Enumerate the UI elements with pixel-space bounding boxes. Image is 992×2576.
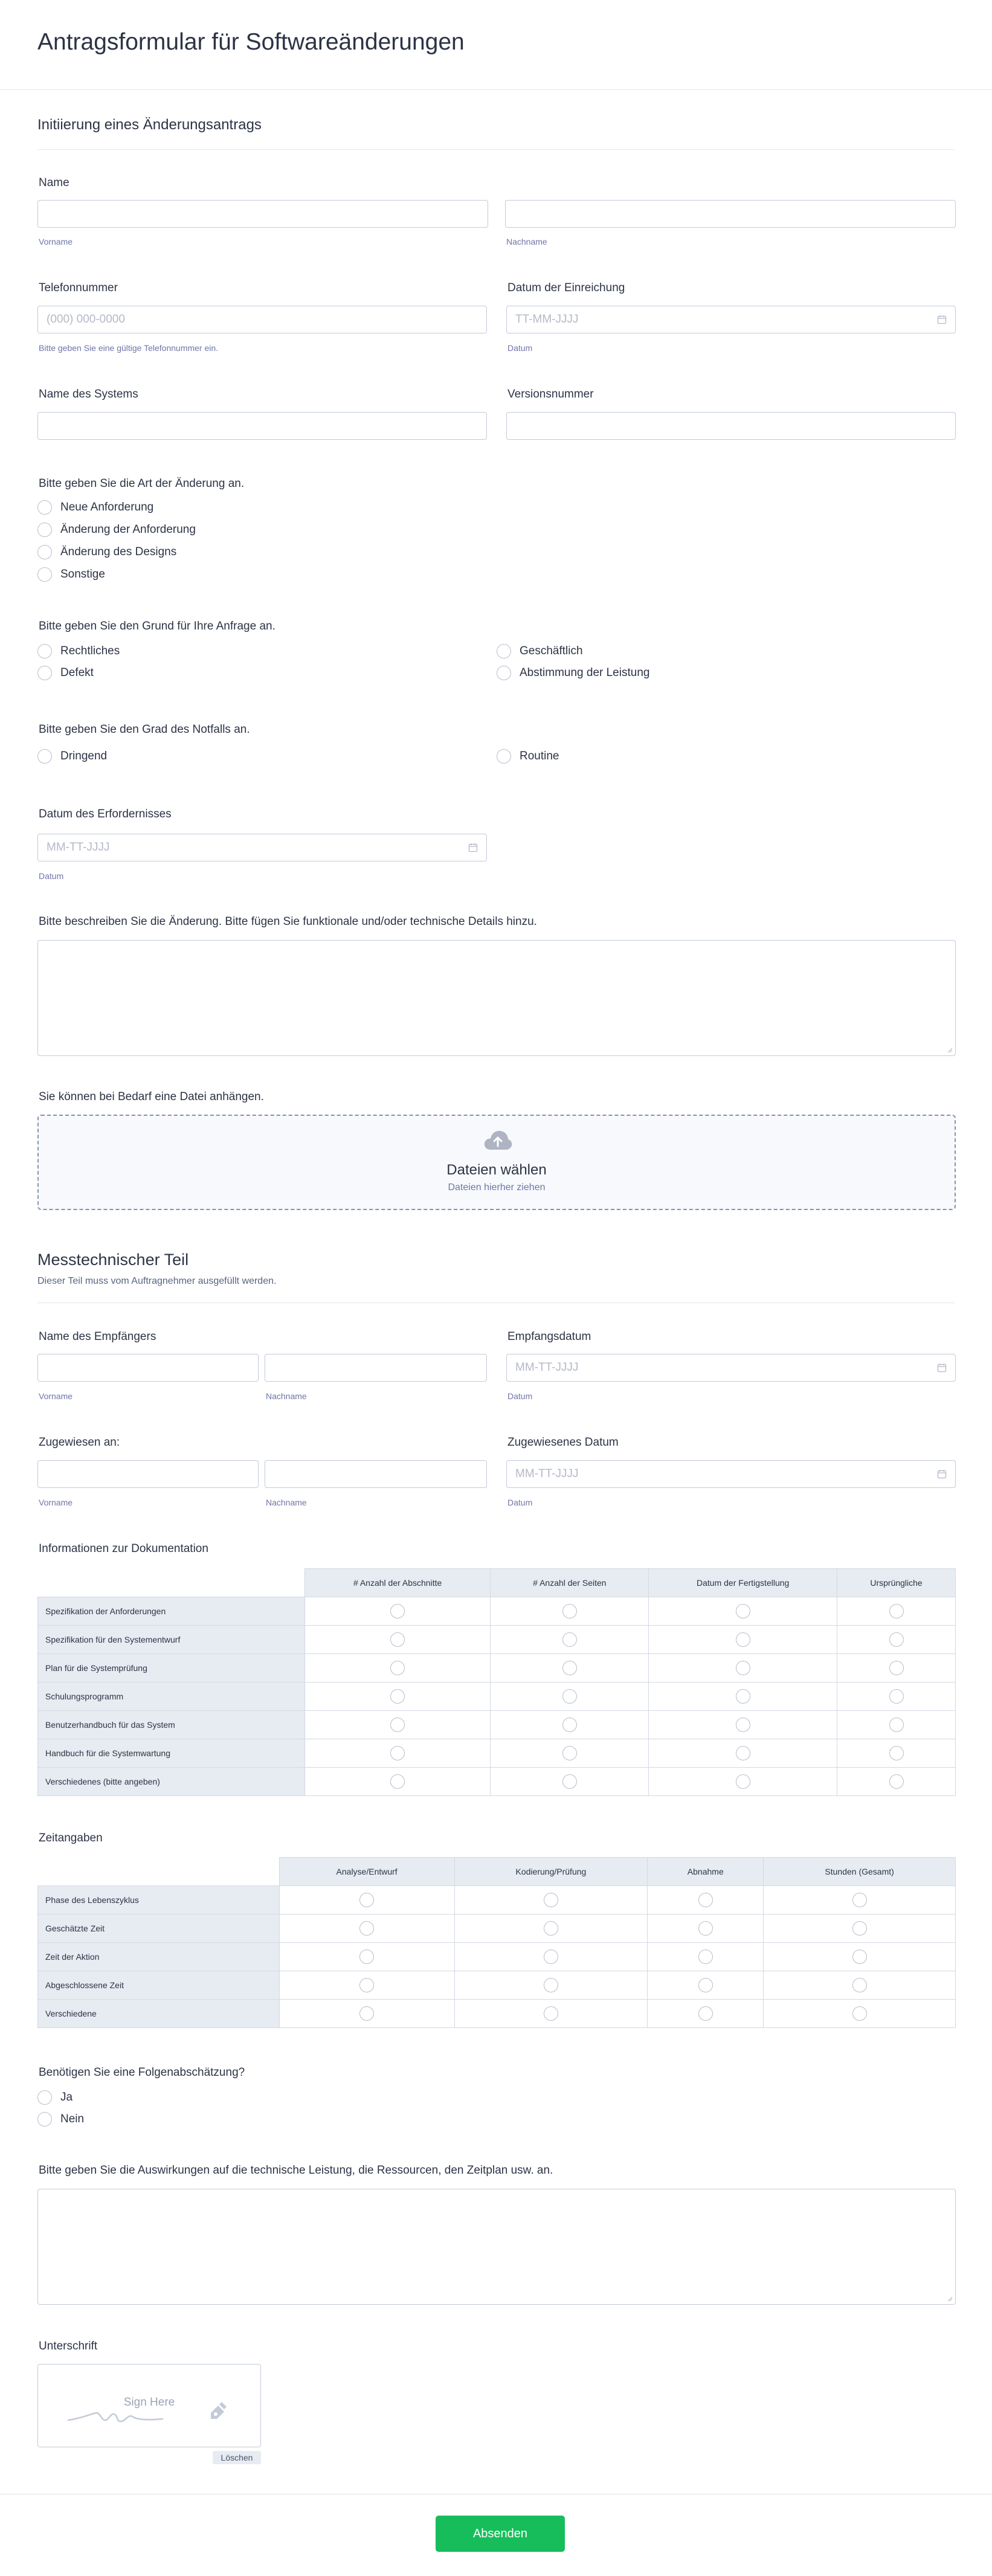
- matrix-corner: [38, 1569, 305, 1597]
- last-name-input[interactable]: [505, 200, 956, 228]
- radio-label: Sonstige: [60, 568, 105, 581]
- section-title-initiation: Initiierung eines Änderungsantrags: [37, 117, 262, 133]
- radio-option-yes[interactable]: [37, 2090, 72, 2105]
- section-divider: [37, 1302, 955, 1303]
- radio-label: Abstimmung der Leistung: [520, 666, 650, 679]
- form-title: Antragsformular für Softwareänderungen: [37, 29, 465, 55]
- req-date-placeholder: MM-TT-JJJJ: [47, 841, 110, 854]
- column-header: Kodierung/Prüfung: [454, 1858, 648, 1886]
- calendar-icon[interactable]: [937, 1363, 947, 1373]
- recipient-last-name-input[interactable]: [265, 1354, 487, 1382]
- radio-button[interactable]: [497, 749, 511, 764]
- radio-option-business[interactable]: [497, 644, 583, 658]
- calendar-icon[interactable]: [937, 315, 947, 324]
- matrix-radio[interactable]: [544, 1893, 558, 1907]
- matrix-radio[interactable]: [736, 1718, 750, 1732]
- phone-sublabel: Bitte geben Sie eine gültige Telefonnummer ein.: [39, 343, 219, 353]
- choose-files-button[interactable]: Dateien wählen: [446, 1162, 547, 1178]
- column-header: # Anzahl der Seiten: [491, 1569, 649, 1597]
- matrix-radio[interactable]: [852, 1978, 867, 1992]
- req-date-sublabel: Datum: [39, 871, 64, 881]
- assigned-last-sublabel: Nachname: [266, 1498, 307, 1507]
- file-upload-dropzone[interactable]: [37, 1115, 956, 1210]
- radio-label: Neue Anforderung: [60, 501, 154, 514]
- matrix-radio[interactable]: [359, 1950, 374, 1964]
- phone-placeholder: (000) 000-0000: [47, 313, 125, 326]
- section-title-metrology: Messtechnischer Teil: [37, 1251, 189, 1269]
- recipient-label: Name des Empfängers: [39, 1330, 156, 1343]
- matrix-radio[interactable]: [562, 1632, 577, 1647]
- last-name-sublabel: Nachname: [506, 237, 547, 246]
- matrix-radio[interactable]: [544, 2006, 558, 2021]
- radio-option-new-requirement[interactable]: [37, 500, 153, 515]
- recipient-first-sublabel: Vorname: [39, 1391, 73, 1401]
- radio-button[interactable]: [37, 2090, 52, 2105]
- resize-grip-icon[interactable]: [947, 1047, 953, 1053]
- matrix-radio[interactable]: [736, 1632, 750, 1647]
- table-row: [38, 1682, 956, 1711]
- recipient-first-name-input[interactable]: [37, 1354, 259, 1382]
- matrix-radio[interactable]: [390, 1661, 405, 1675]
- radio-option-routine[interactable]: [497, 749, 559, 764]
- receipt-date-label: Empfangsdatum: [507, 1330, 591, 1343]
- radio-label: Routine: [520, 750, 559, 762]
- matrix-radio[interactable]: [852, 1950, 867, 1964]
- radio-label: Geschäftlich: [520, 645, 583, 657]
- row-header: Benutzerhandbuch für das System: [38, 1711, 305, 1739]
- clear-signature-button[interactable]: Löschen: [213, 2451, 261, 2464]
- matrix-radio[interactable]: [852, 2006, 867, 2021]
- version-input[interactable]: [506, 412, 956, 440]
- radio-button[interactable]: [37, 644, 52, 658]
- signature-pad[interactable]: [37, 2364, 261, 2447]
- table-row: [38, 1943, 956, 1971]
- doc-matrix-table: [37, 1568, 956, 1796]
- matrix-radio[interactable]: [544, 1950, 558, 1964]
- matrix-radio[interactable]: [889, 1632, 904, 1647]
- system-name-label: Name des Systems: [39, 388, 138, 401]
- row-header: Spezifikation für den Systementwurf: [38, 1626, 305, 1654]
- radio-label: Nein: [60, 2113, 85, 2125]
- time-table-label: Zeitangaben: [39, 1832, 103, 1844]
- matrix-radio[interactable]: [562, 1774, 577, 1789]
- row-header: Phase des Lebenszyklus: [38, 1886, 280, 1914]
- phone-input[interactable]: [37, 306, 487, 333]
- table-row: [38, 1711, 956, 1739]
- radio-option-no[interactable]: [37, 2112, 84, 2127]
- radio-label: Ja: [60, 2091, 73, 2104]
- assigned-first-name-input[interactable]: [37, 1460, 259, 1488]
- matrix-radio[interactable]: [698, 1950, 713, 1964]
- radio-button[interactable]: [37, 567, 52, 582]
- matrix-radio[interactable]: [359, 1978, 374, 1992]
- impact-label: Benötigen Sie eine Folgenabschätzung?: [39, 2066, 245, 2079]
- row-header: Verschiedenes (bitte angeben): [38, 1768, 305, 1796]
- radio-button[interactable]: [37, 545, 52, 559]
- matrix-radio[interactable]: [852, 1893, 867, 1907]
- matrix-radio[interactable]: [736, 1689, 750, 1704]
- radio-label: Änderung der Anforderung: [60, 523, 196, 536]
- matrix-radio[interactable]: [390, 1632, 405, 1647]
- phone-label: Telefonnummer: [39, 282, 118, 294]
- row-header: Verschiedene: [38, 2000, 280, 2028]
- radio-button[interactable]: [37, 666, 52, 680]
- submit-date-input[interactable]: [506, 306, 956, 333]
- assigned-date-label: Zugewiesenes Datum: [507, 1436, 619, 1449]
- header-divider: [0, 89, 992, 90]
- receipt-date-input[interactable]: [506, 1354, 956, 1382]
- matrix-radio[interactable]: [562, 1746, 577, 1760]
- radio-label: Rechtliches: [60, 645, 120, 657]
- column-header: # Anzahl der Abschnitte: [304, 1569, 491, 1597]
- section-description: Dieser Teil muss vom Auftragnehmer ausgefüllt werden.: [37, 1276, 277, 1286]
- req-date-label: Datum des Erfordernisses: [39, 808, 172, 820]
- description-label: Bitte beschreiben Sie die Änderung. Bitte fügen Sie funktionale und/oder technische Details hinzu.: [39, 915, 537, 928]
- radio-button[interactable]: [37, 523, 52, 537]
- table-row: [38, 1739, 956, 1768]
- matrix-radio[interactable]: [390, 1604, 405, 1618]
- first-name-input[interactable]: [37, 200, 488, 228]
- matrix-radio[interactable]: [736, 1604, 750, 1618]
- column-header: Datum der Fertigstellung: [649, 1569, 837, 1597]
- submit-button[interactable]: Absenden: [436, 2516, 565, 2552]
- doc-table-label: Informationen zur Dokumentation: [39, 1542, 208, 1555]
- table-row: [38, 1914, 956, 1943]
- matrix-radio[interactable]: [889, 1746, 904, 1760]
- receipt-date-sublabel: Datum: [507, 1391, 533, 1401]
- submit-date-sublabel: Datum: [507, 343, 533, 353]
- submit-date-label: Datum der Einreichung: [507, 282, 625, 294]
- row-header: Plan für die Systemprüfung: [38, 1654, 305, 1682]
- receipt-date-placeholder: MM-TT-JJJJ: [515, 1361, 579, 1374]
- assigned-label: Zugewiesen an:: [39, 1436, 120, 1449]
- matrix-radio[interactable]: [698, 1921, 713, 1936]
- row-header: Schulungsprogramm: [38, 1682, 305, 1711]
- row-header: Geschätzte Zeit: [38, 1914, 280, 1943]
- resize-grip-icon[interactable]: [947, 2296, 953, 2302]
- column-header: Analyse/Entwurf: [279, 1858, 454, 1886]
- radio-option-other[interactable]: [37, 567, 105, 582]
- signature-placeholder: Sign Here: [123, 2396, 175, 2409]
- effects-textarea[interactable]: [37, 2189, 956, 2305]
- upload-label: Sie können bei Bedarf eine Datei anhängen.: [39, 1090, 264, 1103]
- description-textarea[interactable]: [37, 940, 956, 1056]
- matrix-radio[interactable]: [889, 1774, 904, 1789]
- radio-label: Änderung des Designs: [60, 546, 177, 558]
- section-divider: [37, 149, 955, 150]
- table-row: [38, 1626, 956, 1654]
- matrix-radio[interactable]: [736, 1746, 750, 1760]
- radio-button[interactable]: [37, 500, 52, 515]
- matrix-radio[interactable]: [698, 1893, 713, 1907]
- radio-label: Dringend: [60, 750, 108, 762]
- matrix-corner: [38, 1858, 280, 1886]
- radio-button[interactable]: [497, 666, 511, 680]
- assigned-date-sublabel: Datum: [507, 1498, 533, 1507]
- matrix-radio[interactable]: [390, 1774, 405, 1789]
- time-matrix-table: [37, 1857, 956, 2028]
- reason-label: Bitte geben Sie den Grund für Ihre Anfrage an.: [39, 620, 275, 633]
- version-label: Versionsnummer: [507, 388, 594, 401]
- radio-option-legal[interactable]: [37, 644, 120, 658]
- table-row: [38, 1654, 956, 1682]
- table-row: [38, 1597, 956, 1626]
- system-name-input[interactable]: [37, 412, 487, 440]
- column-header: Stunden (Gesamt): [764, 1858, 956, 1886]
- effects-label: Bitte geben Sie die Auswirkungen auf die technische Leistung, die Ressourcen, den Zeitplan usw. an.: [39, 2164, 553, 2177]
- matrix-radio[interactable]: [390, 1718, 405, 1732]
- column-header: Ursprüngliche: [837, 1569, 956, 1597]
- matrix-radio[interactable]: [562, 1604, 577, 1618]
- matrix-radio[interactable]: [544, 1978, 558, 1992]
- radio-option-performance[interactable]: [497, 666, 649, 680]
- table-row: [38, 1768, 956, 1796]
- change-type-label: Bitte geben Sie die Art der Änderung an.: [39, 477, 245, 490]
- matrix-radio[interactable]: [698, 2006, 713, 2021]
- matrix-radio[interactable]: [390, 1746, 405, 1760]
- matrix-radio[interactable]: [562, 1689, 577, 1704]
- radio-option-defect[interactable]: [37, 666, 94, 680]
- assigned-date-input[interactable]: [506, 1460, 956, 1488]
- radio-label: Defekt: [60, 666, 94, 679]
- name-label: Name: [39, 176, 69, 189]
- matrix-radio[interactable]: [359, 1921, 374, 1936]
- matrix-radio[interactable]: [562, 1718, 577, 1732]
- radio-option-change-requirement[interactable]: [37, 523, 196, 537]
- urgency-label: Bitte geben Sie den Grad des Notfalls an.: [39, 723, 250, 736]
- calendar-icon[interactable]: [937, 1469, 947, 1479]
- table-row: [38, 1886, 956, 1914]
- row-header: Zeit der Aktion: [38, 1943, 280, 1971]
- table-row: [38, 1971, 956, 2000]
- matrix-radio[interactable]: [852, 1921, 867, 1936]
- assigned-date-placeholder: MM-TT-JJJJ: [515, 1467, 579, 1480]
- radio-option-change-design[interactable]: [37, 545, 176, 559]
- matrix-radio[interactable]: [562, 1661, 577, 1675]
- matrix-radio[interactable]: [544, 1921, 558, 1936]
- matrix-radio[interactable]: [359, 2006, 374, 2021]
- calendar-icon[interactable]: [468, 843, 478, 852]
- matrix-radio[interactable]: [359, 1893, 374, 1907]
- matrix-radio[interactable]: [736, 1661, 750, 1675]
- column-header: Abnahme: [648, 1858, 764, 1886]
- cloud-upload-icon: [483, 1129, 512, 1151]
- assigned-first-sublabel: Vorname: [39, 1498, 73, 1507]
- radio-button[interactable]: [497, 644, 511, 658]
- recipient-last-sublabel: Nachname: [266, 1391, 307, 1401]
- drag-files-hint: Dateien hierher ziehen: [448, 1182, 546, 1193]
- signature-scribble-icon: [66, 2396, 235, 2427]
- radio-button[interactable]: [37, 2112, 52, 2127]
- matrix-radio[interactable]: [889, 1689, 904, 1704]
- matrix-radio[interactable]: [698, 1978, 713, 1992]
- matrix-radio[interactable]: [889, 1661, 904, 1675]
- assigned-last-name-input[interactable]: [265, 1460, 487, 1488]
- submit-date-placeholder: TT-MM-JJJJ: [515, 313, 579, 326]
- radio-button[interactable]: [37, 749, 52, 764]
- first-name-sublabel: Vorname: [39, 237, 73, 246]
- req-date-input[interactable]: [37, 834, 487, 861]
- radio-option-urgent[interactable]: [37, 749, 107, 764]
- row-header: Abgeschlossene Zeit: [38, 1971, 280, 2000]
- matrix-radio[interactable]: [889, 1604, 904, 1618]
- table-row: [38, 2000, 956, 2028]
- matrix-radio[interactable]: [390, 1689, 405, 1704]
- row-header: Handbuch für die Systemwartung: [38, 1739, 305, 1768]
- row-header: Spezifikation der Anforderungen: [38, 1597, 305, 1626]
- matrix-radio[interactable]: [736, 1774, 750, 1789]
- signature-label: Unterschrift: [39, 2340, 98, 2352]
- matrix-radio[interactable]: [889, 1718, 904, 1732]
